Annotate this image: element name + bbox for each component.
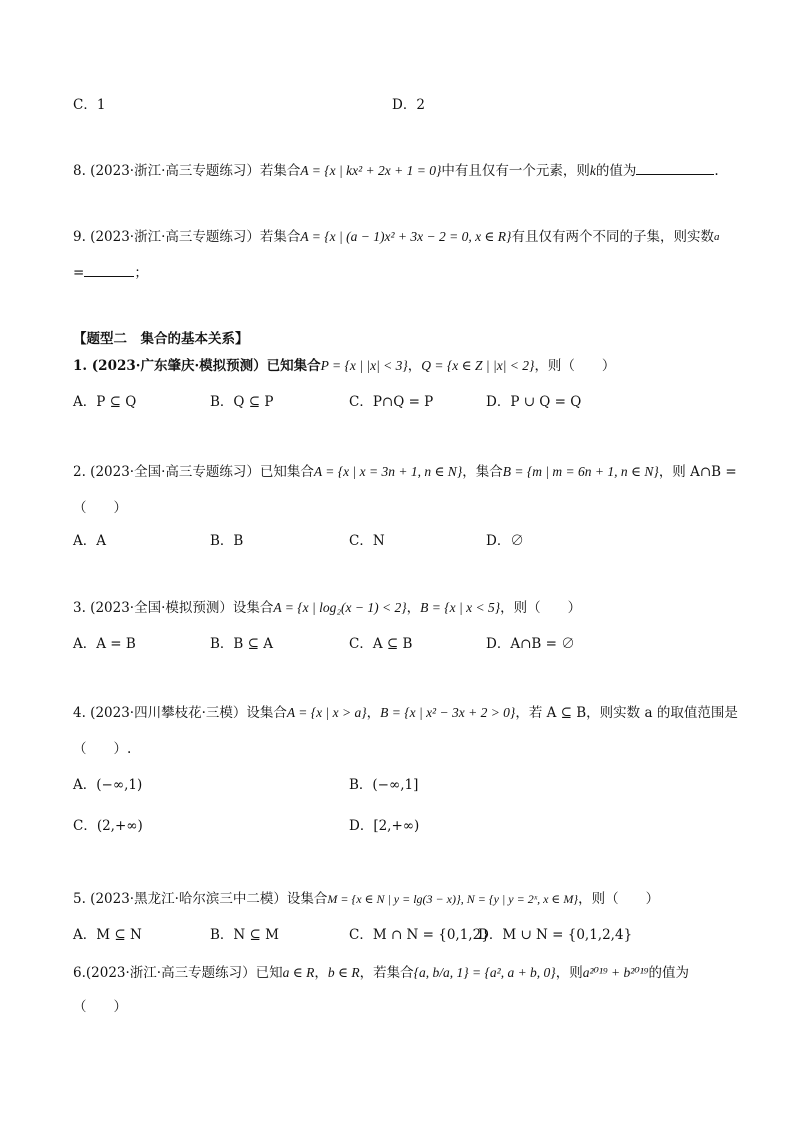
p1-option-a[interactable]: A．P ⊆ Q: [73, 394, 137, 410]
p4-option-a[interactable]: A．(−∞,1): [73, 777, 143, 793]
problem-5: 5. (2023·黑龙江·哈尔滨三中二模）设集合M = {x ∈ N | y = lg(3 − x)}, N = {y | y = 2ˣ, x ∈ M}，则（ ）: [73, 891, 660, 907]
problem-2-paren: （ ）: [73, 500, 127, 516]
p1-option-c[interactable]: C．P∩Q = P: [349, 394, 434, 410]
p3-option-b[interactable]: B．B ⊆ A: [210, 636, 273, 652]
p2-option-c[interactable]: C．N: [349, 533, 385, 549]
q9-set-expression: A = {x | (a − 1)x² + 3x − 2 = 0, x ∈ R}: [300, 229, 512, 244]
answer-blank[interactable]: [84, 264, 134, 277]
problem-6: 6.(2023·浙江·高三专题练习）已知a ∈ R，b ∈ R，若集合{a, b/a, 1} = {a², a + b, 0}，则a²⁰¹⁹ + b²⁰¹⁹的值为: [73, 965, 689, 981]
q7-option-c: C．1: [73, 97, 106, 113]
p4-option-d[interactable]: D．[2,+∞): [349, 818, 420, 834]
p4-option-b[interactable]: B．(−∞,1]: [349, 777, 419, 793]
problem-6-paren: （ ）: [73, 999, 127, 1015]
problem-3: 3. (2023·全国·模拟预测）设集合A = {x | log₂(x − 1) < 2}，B = {x | x < 5}，则（ ）: [73, 600, 582, 616]
p2-option-a[interactable]: A．A: [73, 533, 106, 549]
p3-option-d[interactable]: D．A∩B = ∅: [486, 636, 575, 652]
p1-option-d[interactable]: D．P ∪ Q = Q: [486, 394, 582, 410]
question-9: 9. (2023·浙江·高三专题练习）若集合A = {x | (a − 1)x² + 3x − 2 = 0, x ∈ R}有且仅有两个不同的子集，则实数$^a$: [73, 229, 720, 245]
question-9-line2: = ；: [73, 265, 148, 281]
p5-option-b[interactable]: B．N ⊆ M: [210, 927, 279, 943]
p3-option-a[interactable]: A．A = B: [73, 636, 136, 652]
answer-blank[interactable]: [636, 162, 714, 175]
section-heading: 【题型二 集合的基本关系】: [73, 331, 249, 347]
q8-set-expression: A = {x | kx² + 2x + 1 = 0}: [300, 163, 442, 178]
p4-option-c[interactable]: C．(2,+∞): [73, 818, 143, 834]
q7-option-d: D．2: [392, 97, 425, 113]
p5-option-d[interactable]: D．M ∪ N = {0,1,2,4}: [478, 927, 633, 943]
p5-option-a[interactable]: A．M ⊆ N: [73, 927, 142, 943]
question-8: 8. (2023·浙江·高三专题练习）若集合A = {x | kx² + 2x + 1 = 0}中有且仅有一个元素，则k的值为 .: [73, 163, 719, 179]
p5-option-c[interactable]: C．M ∩ N = {0,1,2}: [349, 927, 490, 943]
problem-4-paren: （ ）.: [73, 741, 132, 757]
p2-option-b[interactable]: B．B: [210, 533, 244, 549]
problem-4: 4. (2023·四川攀枝花·三模）设集合A = {x | x > a}，B = {x | x² − 3x + 2 > 0}，若 A ⊆ B，则实数 a 的取值范围是: [73, 705, 738, 721]
p2-option-d[interactable]: D．∅: [486, 533, 524, 549]
p3-option-c[interactable]: C．A ⊆ B: [349, 636, 413, 652]
problem-2: 2. (2023·全国·高三专题练习）已知集合A = {x | x = 3n + 1, n ∈ N}，集合B = {m | m = 6n + 1, n ∈ N}，则 A∩B =: [73, 464, 737, 480]
problem-1: 1. (2023·广东肇庆·模拟预测）已知集合P = {x | |x| < 3}，Q = {x ∈ Z | |x| < 2}，则（ ）: [73, 358, 616, 374]
p1-option-b[interactable]: B．Q ⊆ P: [210, 394, 274, 410]
